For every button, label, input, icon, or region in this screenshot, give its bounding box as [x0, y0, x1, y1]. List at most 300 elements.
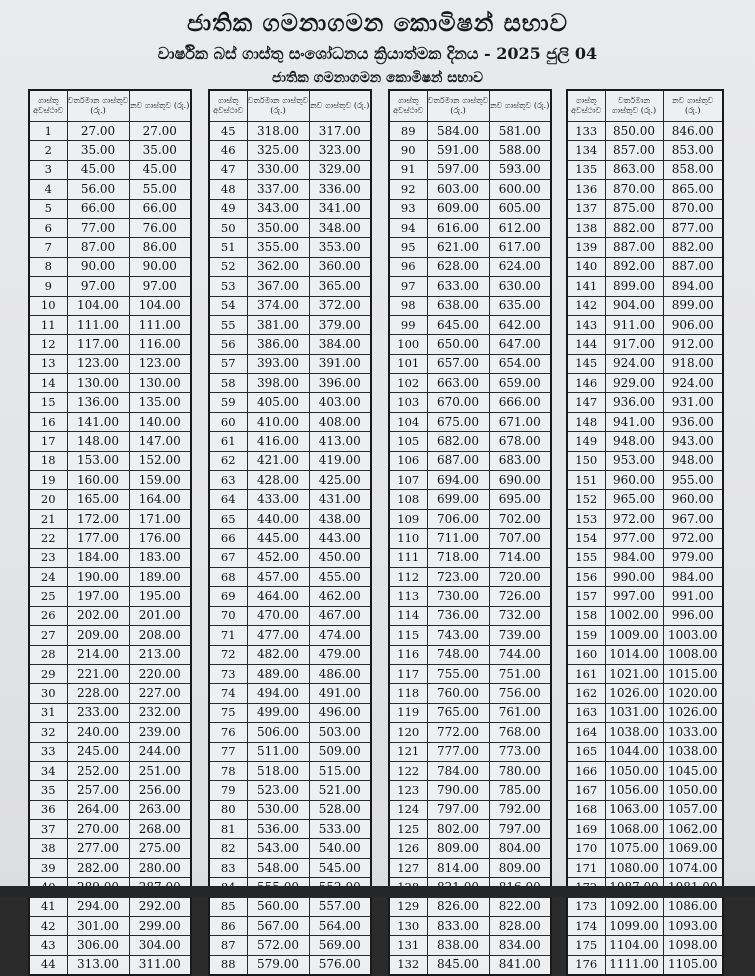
new-fare-cell: 467.00: [309, 606, 371, 625]
current-fare-cell: 1014.00: [605, 645, 663, 664]
table-row: [389, 955, 551, 975]
current-fare-cell: 572.00: [247, 936, 309, 955]
new-fare-cell: 967.00: [663, 509, 723, 528]
fare-stage-cell: 33: [29, 742, 67, 761]
table-row: [209, 606, 371, 625]
current-fare-cell: 809.00: [427, 839, 489, 858]
new-fare-cell: 509.00: [309, 742, 371, 761]
table-row: [567, 781, 723, 800]
current-fare-cell: 904.00: [605, 296, 663, 315]
fare-stage-cell: 114: [389, 606, 427, 625]
fare-stage-cell: 55: [209, 315, 247, 334]
table-row: [567, 684, 723, 703]
table-row: [29, 451, 191, 470]
table-row: [29, 897, 191, 916]
fare-stage-cell: 85: [209, 897, 247, 916]
table-row: [209, 723, 371, 742]
table-row: [209, 529, 371, 548]
current-fare-cell: 464.00: [247, 587, 309, 606]
current-fare-cell: 784.00: [427, 761, 489, 780]
table-row: [209, 917, 371, 936]
table-row: [567, 160, 723, 179]
fare-stage-cell: 163: [567, 703, 605, 722]
current-fare-cell: 760.00: [427, 684, 489, 703]
new-fare-cell: 311.00: [129, 955, 191, 975]
table-row: [29, 800, 191, 819]
table-row: [567, 451, 723, 470]
table-row: [389, 936, 551, 955]
fare-stage-cell: 35: [29, 781, 67, 800]
new-fare-cell: 822.00: [489, 897, 551, 916]
new-fare-cell: 768.00: [489, 723, 551, 742]
new-fare-cell: 540.00: [309, 839, 371, 858]
new-fare-cell: 720.00: [489, 567, 551, 586]
new-fare-cell: 588.00: [489, 141, 551, 160]
fare-stage-cell: 169: [567, 820, 605, 839]
table-row: [29, 122, 191, 141]
fare-stage-cell: 118: [389, 684, 427, 703]
new-fare-cell: 1057.00: [663, 800, 723, 819]
new-fare-cell: 486.00: [309, 664, 371, 683]
new-fare-cell: 809.00: [489, 858, 551, 877]
current-fare-cell: 694.00: [427, 471, 489, 490]
fare-stage-cell: 81: [209, 820, 247, 839]
table-row: [209, 257, 371, 276]
new-fare-cell: 431.00: [309, 490, 371, 509]
new-fare-cell: 474.00: [309, 626, 371, 645]
fare-stage-cell: 56: [209, 335, 247, 354]
current-fare-cell: 1075.00: [605, 839, 663, 858]
fare-stage-cell: 120: [389, 723, 427, 742]
current-fare-cell: 35.00: [67, 141, 129, 160]
current-fare-cell: 887.00: [605, 238, 663, 257]
table-row: [209, 393, 371, 412]
table-row: [29, 412, 191, 431]
table-row: [389, 471, 551, 490]
current-fare-cell: 313.00: [67, 955, 129, 975]
new-fare-cell: 690.00: [489, 471, 551, 490]
fare-stage-cell: 31: [29, 703, 67, 722]
table-row: [29, 296, 191, 315]
table-row: [29, 490, 191, 509]
fare-stage-cell: 18: [29, 451, 67, 470]
new-fare-cell: 846.00: [663, 122, 723, 141]
new-fare-cell: 147.00: [129, 432, 191, 451]
fare-table-1: [28, 89, 192, 976]
current-fare-cell: 1056.00: [605, 781, 663, 800]
table-row: [567, 315, 723, 334]
new-fare-cell: 834.00: [489, 936, 551, 955]
table-row: [209, 471, 371, 490]
fare-stage-cell: 117: [389, 664, 427, 683]
fare-stage-cell: 54: [209, 296, 247, 315]
new-fare-cell: 877.00: [663, 218, 723, 237]
new-fare-cell: 1098.00: [663, 936, 723, 955]
fare-stage-cell: 139: [567, 238, 605, 257]
new-fare-cell: 894.00: [663, 277, 723, 296]
table-row: [567, 257, 723, 276]
fare-stage-cell: 102: [389, 374, 427, 393]
new-fare-cell: 612.00: [489, 218, 551, 237]
new-fare-cell: 97.00: [129, 277, 191, 296]
fare-stage-cell: 58: [209, 374, 247, 393]
fare-stage-cell: 147: [567, 393, 605, 412]
table-row: [209, 684, 371, 703]
current-fare-cell: 27.00: [67, 122, 129, 141]
table-row: [389, 199, 551, 218]
fare-stage-cell: 132: [389, 955, 427, 975]
fare-stage-cell: 140: [567, 257, 605, 276]
current-fare-cell: 687.00: [427, 451, 489, 470]
table-row: [209, 199, 371, 218]
new-fare-cell: 659.00: [489, 374, 551, 393]
table-row: [389, 587, 551, 606]
table-row: [567, 548, 723, 567]
table-row: [567, 199, 723, 218]
current-fare-cell: 209.00: [67, 626, 129, 645]
current-fare-cell: 306.00: [67, 936, 129, 955]
current-fare-cell: 609.00: [427, 199, 489, 218]
fare-stage-cell: 148: [567, 412, 605, 431]
current-fare-cell: 97.00: [67, 277, 129, 296]
table-row: [567, 122, 723, 141]
new-fare-cell: 425.00: [309, 471, 371, 490]
table-row: [209, 703, 371, 722]
new-fare-cell: 642.00: [489, 315, 551, 334]
current-fare-cell: 645.00: [427, 315, 489, 334]
table-row: [209, 180, 371, 199]
column-header-current-fare: වර්තමාන ගාස්තුව (රු.): [605, 90, 663, 122]
current-fare-cell: 621.00: [427, 238, 489, 257]
current-fare-cell: 657.00: [427, 354, 489, 373]
current-fare-cell: 214.00: [67, 645, 129, 664]
table-row: [29, 587, 191, 606]
fare-stage-cell: 134: [567, 141, 605, 160]
fare-stage-cell: 37: [29, 820, 67, 839]
table-row: [209, 548, 371, 567]
current-fare-cell: 875.00: [605, 199, 663, 218]
current-fare-cell: 597.00: [427, 160, 489, 179]
new-fare-cell: 1086.00: [663, 897, 723, 916]
new-fare-cell: 600.00: [489, 180, 551, 199]
table-row: [29, 509, 191, 528]
table-row: [567, 180, 723, 199]
new-fare-cell: 152.00: [129, 451, 191, 470]
fare-stage-cell: 48: [209, 180, 247, 199]
fare-stage-cell: 78: [209, 761, 247, 780]
current-fare-cell: 1080.00: [605, 858, 663, 877]
current-fare-cell: 882.00: [605, 218, 663, 237]
fare-stage-cell: 12: [29, 335, 67, 354]
current-fare-cell: 953.00: [605, 451, 663, 470]
new-fare-cell: 678.00: [489, 432, 551, 451]
fare-stage-cell: 109: [389, 509, 427, 528]
new-fare-cell: 292.00: [129, 897, 191, 916]
fare-table-4: [566, 89, 724, 976]
current-fare-cell: 1063.00: [605, 800, 663, 819]
current-fare-cell: 294.00: [67, 897, 129, 916]
new-fare-cell: 135.00: [129, 393, 191, 412]
fare-stage-cell: 30: [29, 684, 67, 703]
table-row: [567, 412, 723, 431]
new-fare-cell: 479.00: [309, 645, 371, 664]
table-row: [29, 858, 191, 877]
page-subtitle-secondary: ජාතික ගමනාගමන කොමිෂන් සභාව: [271, 70, 484, 86]
current-fare-cell: 924.00: [605, 354, 663, 373]
current-fare-cell: 682.00: [427, 432, 489, 451]
table-row: [567, 393, 723, 412]
table-row: [29, 257, 191, 276]
current-fare-cell: 172.00: [67, 509, 129, 528]
table-row: [389, 257, 551, 276]
fare-stage-cell: 34: [29, 761, 67, 780]
table-row: [209, 509, 371, 528]
fare-stage-cell: 123: [389, 781, 427, 800]
fare-stage-cell: 156: [567, 567, 605, 586]
new-fare-cell: 780.00: [489, 761, 551, 780]
fare-stage-cell: 130: [389, 917, 427, 936]
new-fare-cell: 841.00: [489, 955, 551, 975]
current-fare-cell: 591.00: [427, 141, 489, 160]
fare-stage-cell: 160: [567, 645, 605, 664]
table-row: [389, 238, 551, 257]
table-row: [209, 160, 371, 179]
table-row: [29, 218, 191, 237]
column-header-new-fare: නව ගාස්තුව (රු.): [129, 90, 191, 122]
new-fare-cell: 870.00: [663, 199, 723, 218]
table-row: [209, 567, 371, 586]
new-fare-cell: 865.00: [663, 180, 723, 199]
fare-stage-cell: 106: [389, 451, 427, 470]
new-fare-cell: 408.00: [309, 412, 371, 431]
new-fare-cell: 171.00: [129, 509, 191, 528]
table-row: [29, 703, 191, 722]
fare-stage-cell: 61: [209, 432, 247, 451]
new-fare-cell: 617.00: [489, 238, 551, 257]
new-fare-cell: 624.00: [489, 257, 551, 276]
current-fare-cell: 826.00: [427, 897, 489, 916]
current-fare-cell: 66.00: [67, 199, 129, 218]
new-fare-cell: 1105.00: [663, 955, 723, 975]
fare-stage-cell: 126: [389, 839, 427, 858]
new-fare-cell: 858.00: [663, 160, 723, 179]
new-fare-cell: 164.00: [129, 490, 191, 509]
fare-stage-cell: 115: [389, 626, 427, 645]
current-fare-cell: 136.00: [67, 393, 129, 412]
new-fare-cell: 707.00: [489, 529, 551, 548]
fare-stage-cell: 75: [209, 703, 247, 722]
new-fare-cell: 576.00: [309, 955, 371, 975]
new-fare-cell: 545.00: [309, 858, 371, 877]
new-fare-cell: 251.00: [129, 761, 191, 780]
current-fare-cell: 482.00: [247, 645, 309, 664]
new-fare-cell: 972.00: [663, 529, 723, 548]
fare-stage-cell: 93: [389, 199, 427, 218]
new-fare-cell: 785.00: [489, 781, 551, 800]
new-fare-cell: 943.00: [663, 432, 723, 451]
table-row: [389, 567, 551, 586]
current-fare-cell: 165.00: [67, 490, 129, 509]
new-fare-cell: 557.00: [309, 897, 371, 916]
new-fare-cell: 372.00: [309, 296, 371, 315]
current-fare-cell: 233.00: [67, 703, 129, 722]
fare-stage-cell: 171: [567, 858, 605, 877]
new-fare-cell: 564.00: [309, 917, 371, 936]
table-row: [29, 936, 191, 955]
fare-stage-cell: 153: [567, 509, 605, 528]
table-row: [29, 141, 191, 160]
current-fare-cell: 536.00: [247, 820, 309, 839]
current-fare-cell: 965.00: [605, 490, 663, 509]
current-fare-cell: 1021.00: [605, 664, 663, 683]
table-row: [389, 897, 551, 916]
table-row: [389, 218, 551, 237]
table-row: [389, 723, 551, 742]
table-row: [389, 800, 551, 819]
table-row: [567, 218, 723, 237]
table-row: [209, 451, 371, 470]
current-fare-cell: 616.00: [427, 218, 489, 237]
current-fare-cell: 663.00: [427, 374, 489, 393]
new-fare-cell: 491.00: [309, 684, 371, 703]
new-fare-cell: 299.00: [129, 917, 191, 936]
new-fare-cell: 227.00: [129, 684, 191, 703]
new-fare-cell: 924.00: [663, 374, 723, 393]
new-fare-cell: 329.00: [309, 160, 371, 179]
current-fare-cell: 755.00: [427, 664, 489, 683]
current-fare-cell: 87.00: [67, 238, 129, 257]
table-row: [389, 180, 551, 199]
fare-stage-cell: 96: [389, 257, 427, 276]
new-fare-cell: 773.00: [489, 742, 551, 761]
column-header-new-fare: නව ගාස්තුව (රු.): [309, 90, 371, 122]
new-fare-cell: 605.00: [489, 199, 551, 218]
current-fare-cell: 337.00: [247, 180, 309, 199]
table-row: [29, 277, 191, 296]
fare-stage-cell: 121: [389, 742, 427, 761]
table-row: [567, 471, 723, 490]
current-fare-cell: 343.00: [247, 199, 309, 218]
column-header-stage: ගාස්තු අවස්ථාව: [567, 90, 605, 122]
current-fare-cell: 45.00: [67, 160, 129, 179]
current-fare-cell: 870.00: [605, 180, 663, 199]
new-fare-cell: 569.00: [309, 936, 371, 955]
current-fare-cell: 1038.00: [605, 723, 663, 742]
current-fare-cell: 1044.00: [605, 742, 663, 761]
new-fare-cell: 353.00: [309, 238, 371, 257]
current-fare-cell: 857.00: [605, 141, 663, 160]
table-row: [209, 781, 371, 800]
current-fare-cell: 90.00: [67, 257, 129, 276]
fare-stage-cell: 50: [209, 218, 247, 237]
fare-stage-cell: 39: [29, 858, 67, 877]
fare-stage-cell: 11: [29, 315, 67, 334]
new-fare-cell: 695.00: [489, 490, 551, 509]
current-fare-cell: 977.00: [605, 529, 663, 548]
current-fare-cell: 202.00: [67, 606, 129, 625]
current-fare-cell: 706.00: [427, 509, 489, 528]
table-row: [209, 742, 371, 761]
background-edge: [0, 886, 755, 897]
current-fare-cell: 367.00: [247, 277, 309, 296]
fare-stage-cell: 7: [29, 238, 67, 257]
fare-stage-cell: 98: [389, 296, 427, 315]
current-fare-cell: 221.00: [67, 664, 129, 683]
current-fare-cell: 892.00: [605, 257, 663, 276]
table-row: [389, 664, 551, 683]
current-fare-cell: 850.00: [605, 122, 663, 141]
fare-stage-cell: 129: [389, 897, 427, 916]
new-fare-cell: 396.00: [309, 374, 371, 393]
new-fare-cell: 140.00: [129, 412, 191, 431]
current-fare-cell: 330.00: [247, 160, 309, 179]
table-row: [209, 645, 371, 664]
fare-stage-cell: 138: [567, 218, 605, 237]
fare-stage-cell: 165: [567, 742, 605, 761]
table-row: [29, 723, 191, 742]
current-fare-cell: 190.00: [67, 567, 129, 586]
current-fare-cell: 772.00: [427, 723, 489, 742]
current-fare-cell: 489.00: [247, 664, 309, 683]
new-fare-cell: 189.00: [129, 567, 191, 586]
current-fare-cell: 670.00: [427, 393, 489, 412]
fare-stage-cell: 90: [389, 141, 427, 160]
new-fare-cell: 979.00: [663, 548, 723, 567]
new-fare-cell: 744.00: [489, 645, 551, 664]
new-fare-cell: 1038.00: [663, 742, 723, 761]
table-row: [567, 936, 723, 955]
fare-stage-cell: 167: [567, 781, 605, 800]
table-row: [209, 218, 371, 237]
fare-stage-cell: 136: [567, 180, 605, 199]
fare-stage-cell: 133: [567, 122, 605, 141]
current-fare-cell: 374.00: [247, 296, 309, 315]
current-fare-cell: 936.00: [605, 393, 663, 412]
fare-stage-cell: 49: [209, 199, 247, 218]
fare-stage-cell: 63: [209, 471, 247, 490]
current-fare-cell: 160.00: [67, 471, 129, 490]
table-row: [29, 955, 191, 975]
current-fare-cell: 543.00: [247, 839, 309, 858]
fare-stage-cell: 25: [29, 587, 67, 606]
new-fare-cell: 931.00: [663, 393, 723, 412]
current-fare-cell: 228.00: [67, 684, 129, 703]
current-fare-cell: 130.00: [67, 374, 129, 393]
table-row: [389, 917, 551, 936]
fare-stage-cell: 43: [29, 936, 67, 955]
current-fare-cell: 511.00: [247, 742, 309, 761]
fare-stage-cell: 91: [389, 160, 427, 179]
fare-stage-cell: 13: [29, 354, 67, 373]
new-fare-cell: 360.00: [309, 257, 371, 276]
new-fare-cell: 413.00: [309, 432, 371, 451]
new-fare-cell: 726.00: [489, 587, 551, 606]
fare-stage-cell: 1: [29, 122, 67, 141]
table-row: [567, 839, 723, 858]
fare-stage-cell: 16: [29, 412, 67, 431]
current-fare-cell: 1009.00: [605, 626, 663, 645]
fare-stage-cell: 164: [567, 723, 605, 742]
new-fare-cell: 443.00: [309, 529, 371, 548]
new-fare-cell: 797.00: [489, 820, 551, 839]
fare-stage-cell: 76: [209, 723, 247, 742]
fare-stage-cell: 77: [209, 742, 247, 761]
fare-stage-cell: 119: [389, 703, 427, 722]
table-row: [29, 160, 191, 179]
fare-stage-cell: 79: [209, 781, 247, 800]
fare-stage-cell: 108: [389, 490, 427, 509]
fare-stage-cell: 146: [567, 374, 605, 393]
